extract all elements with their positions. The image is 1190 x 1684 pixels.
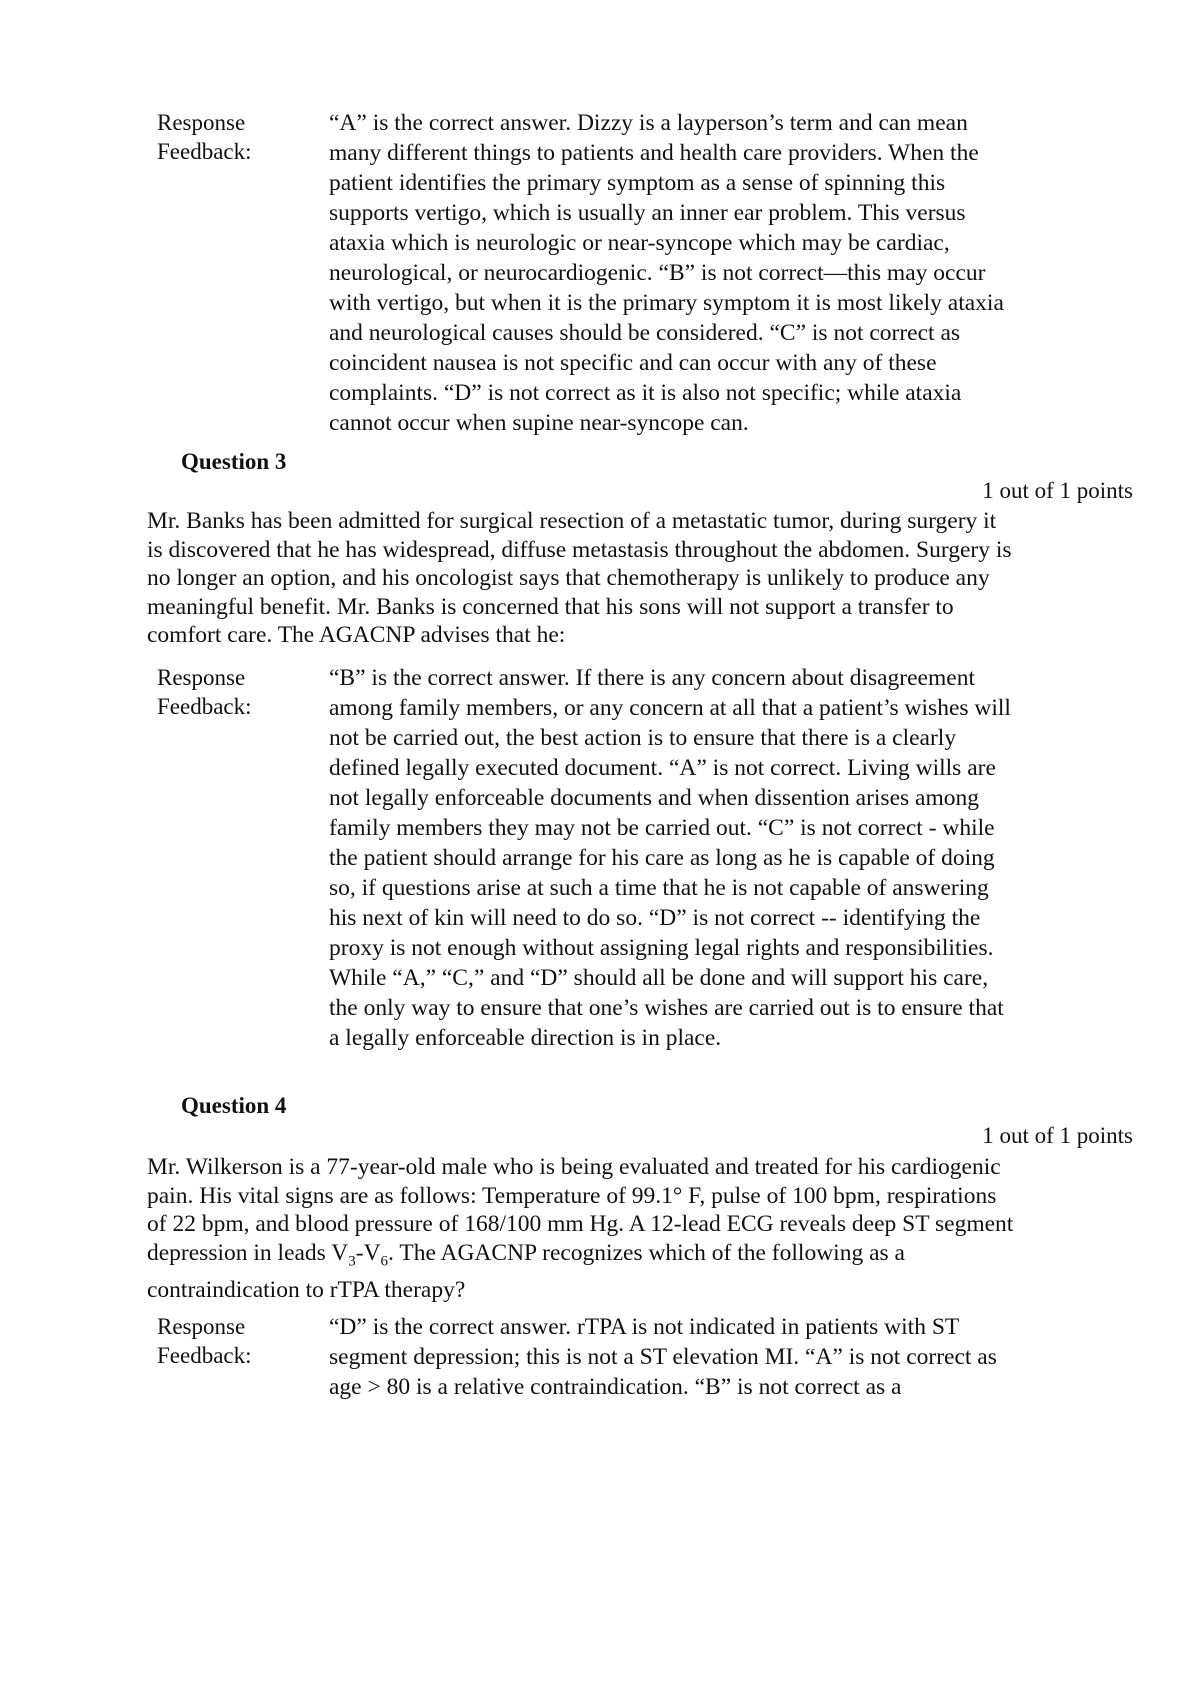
q4-lead-dash: -V — [355, 1239, 381, 1266]
q4-text-part1: Mr. Wilkerson is a 77-year-old male who is being evaluated and treated for his cardiogenic pain. His vital signs are as follows: Temperature of 99.1° F, pulse of 100 bpm, respirations of 22 bpm, and blood pressure of 168/100 mm Hg. A 12-lead ECG reveals deep ST segment depression in leads V — [147, 1154, 1014, 1266]
q4-text-part2: . The AGACNP recognizes which of the following as a contraindication to rTPA therapy? — [147, 1239, 905, 1303]
q4-feedback-text: “D” is the correct answer. rTPA is not indicated in patients with ST segment depression; this is not a ST elevation MI. “A” is not correct as age > 80 is a relative contraindication. “B” is not correct as a — [329, 1314, 997, 1400]
q3-feedback-label: Response Feedback: — [157, 665, 252, 719]
q4-feedback-label: Response Feedback: — [157, 1314, 252, 1368]
q4-lead-sub-3: 3 — [348, 1253, 356, 1270]
q3-question-text: Mr. Banks has been admitted for surgical resection of a metastatic tumor, during surgery it is discovered that he has widespread, diffuse metastasis throughout the abdomen. Surgery is no longer an option, and his oncologist says that chemotherapy is unlikely to produce any meaningful benefit. Mr. Banks is concerned that his sons will not support a transfer to comfort care. The AGACNP advises that he: — [147, 508, 1012, 648]
q4-title: Question 4 — [181, 1093, 287, 1118]
q4-points: 1 out of 1 points — [982, 1123, 1133, 1148]
q3-title: Question 3 — [181, 449, 287, 474]
q2-feedback-text: “A” is the correct answer. Dizzy is a layperson’s term and can mean many different things to patients and health care providers. When the patient identifies the primary symptom as a sense of spinning this supports vertigo, which is usually an inner ear problem. This versus ataxia which is neurologic or near-syncope which may be cardiac, neurological, or neurocardiogenic. “B” is not correct—this may occur with vertigo, but when it is the primary symptom it is most likely ataxia and neurological causes should be considered. “C” is not correct as coincident nausea is not specific and can occur with any of these complaints. “D” is not correct as it is also not specific; while ataxia cannot occur when supine near-syncope can. — [329, 110, 1004, 436]
q4-question-text — [147, 1153, 1017, 1304]
q4-lead-sub-6: 6 — [380, 1253, 389, 1270]
q2-feedback-label: Response Feedback: — [157, 110, 252, 164]
q3-feedback-text: “B” is the correct answer. If there is any concern about disagreement among family members, or any concern at all that a patient’s wishes will not be carried out, the best action is to ensure that there is a clearly defined legally executed document. “A” is not correct. Living wills are not legally enforceable documents and when dissention arises among family members they may not be carried out. “C” is not correct - while the patient should arrange for his care as long as he is capable of doing so, if questions arise at such a time that he is not capable of answering his next of kin will need to do so. “D” is not correct -- identifying the proxy is not enough without assigning legal rights and responsibilities. While “A,” “C,” and “D” should all be done and will support his care, the only way to ensure that one’s wishes are carried out is to ensure that a legally enforceable direction is in place. — [329, 665, 1011, 1051]
q3-points: 1 out of 1 points — [982, 478, 1133, 503]
